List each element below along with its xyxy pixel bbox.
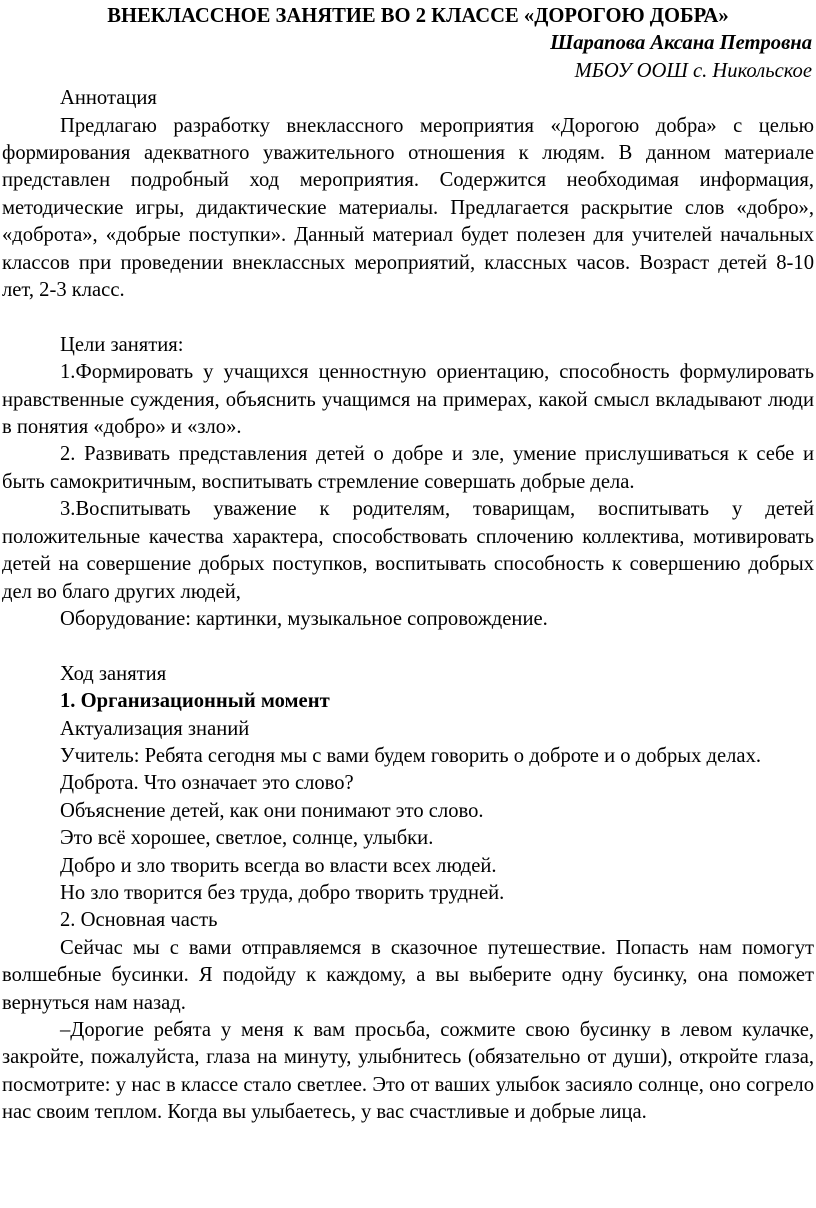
lesson-line: Объяснение детей, как они понимают это слово.: [60, 799, 484, 822]
section-1-heading: 1. Организационный момент: [60, 690, 330, 713]
lesson-line: Добро и зло творить всегда во власти всех людей.: [60, 854, 497, 877]
spacer: [2, 633, 814, 660]
lesson-line: Это всё хорошее, светлое, солнце, улыбки.: [60, 827, 434, 850]
goal-item-3: 3.Воспитывать уважение к родителям, товарищам, воспитывать у детей положительные качества характера, способствовать сплочению коллектива, мотивировать детей на совершение добрых поступков, воспитывать способность к совершению добрых дел во благо других людей,: [2, 498, 814, 603]
spacer: [2, 304, 814, 331]
teacher-intro: Учитель: Ребята сегодня мы с вами будем говорить о доброте и о добрых делах.: [60, 744, 762, 767]
goal-item-2: 2. Развивать представления детей о добре и зле, умение прислушиваться к себе и быть самокритичным, воспитывать стремление совершать добрые дела.: [2, 443, 814, 493]
main-paragraph-2: –Дорогие ребята у меня к вам просьба, сожмите свою бусинку в левом кулачке, закройте, пожалуйста, глаза на минуту, улыбнитесь (обязательно от души), откройте глаза, посмотрите: у нас в классе стало светлее. Это от ваших улыбок засияло солнце, оно согрело нас своим теплом. Когда вы улыбаетесь, у вас счастливые и добрые лица.: [2, 1019, 814, 1124]
main-paragraph-1: Сейчас мы с вами отправляемся в сказочное путешествие. Попасть нам помогут волшебные бусинки. Я подойду к каждому, а вы выберите одну бусинку, она поможет вернуться нам назад.: [2, 936, 814, 1014]
annotation-text: Предлагаю разработку внеклассного мероприятия «Дорогою добра» с целью формирования адекватного уважительного отношения к людям. В данном материале представлен подробный ход мероприятия. Содержится необходимая информация, методические игры, дидактические материалы. Предлагается раскрытие слов «добро», «доброта», «добрые поступки». Данный материал будет полезен для учителей начальных классов при проведении внеклассных мероприятий, классных часов. Возраст детей 8-10 лет, 2-3 класс.: [2, 114, 814, 302]
section-2-heading: 2. Основная часть: [60, 909, 218, 932]
actualization-heading: Актуализация знаний: [60, 717, 250, 740]
equipment-line: Оборудование: картинки, музыкальное сопровождение.: [60, 607, 548, 630]
author-name: Шарапова Аксана Петровна: [550, 32, 812, 55]
lesson-line: Но зло творится без труда, добро творить трудней.: [60, 881, 505, 904]
annotation-heading: Аннотация: [60, 87, 157, 110]
lesson-heading: Ход занятия: [60, 662, 167, 685]
document-title: ВНЕКЛАССНОЕ ЗАНЯТИЕ ВО 2 КЛАССЕ «ДОРОГОЮ ДОБРА»: [107, 5, 729, 27]
goals-heading: Цели занятия:: [60, 333, 184, 356]
lesson-line: Доброта. Что означает это слово?: [60, 772, 354, 795]
author-organization: МБОУ ООШ с. Никольское: [574, 59, 812, 82]
document-page: [0, 3, 816, 1208]
goal-item-1: 1.Формировать у учащихся ценностную ориентацию, способность формулировать нравственные суждения, объяснить учащимся на примерах, какой смысл вкладывают люди в понятия «добро» и «зло».: [2, 361, 814, 439]
